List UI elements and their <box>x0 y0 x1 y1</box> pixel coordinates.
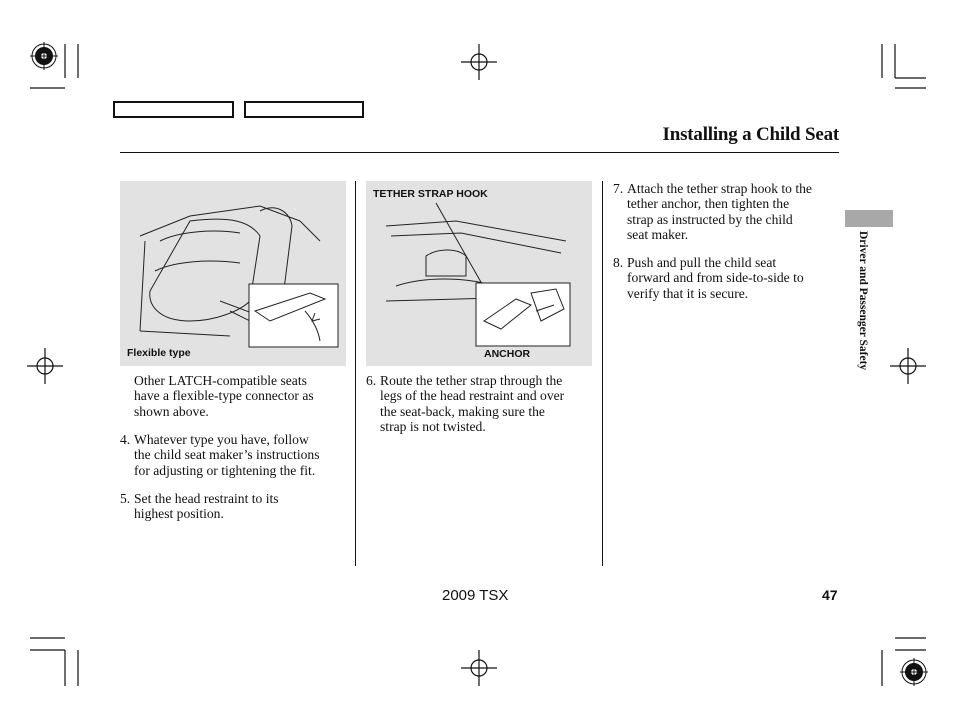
step-number: 6. <box>366 373 377 388</box>
step-number: 8. <box>613 255 624 270</box>
figure-caption: Flexible type <box>127 347 191 359</box>
step-5: 5. Set the head restraint to its highest position. <box>120 491 279 522</box>
nav-button-index[interactable] <box>244 101 364 118</box>
step-8: 8. Push and pull the child seat forward and from side-to-side to verify that it is secure. <box>613 255 804 301</box>
column-divider <box>602 181 603 566</box>
step-7: 7. Attach the tether strap hook to the tether anchor, then tighten the strap as instructed by the child seat maker. <box>613 181 812 242</box>
child-seat-illustration <box>120 181 346 366</box>
section-tab[interactable] <box>845 210 893 227</box>
figure-caption-top: TETHER STRAP HOOK <box>373 188 488 200</box>
nav-button-main-menu[interactable] <box>113 101 234 118</box>
tether-anchor-illustration <box>366 181 592 366</box>
page-title: Installing a Child Seat <box>662 124 839 145</box>
step-4: 4. Whatever type you have, follow the child seat maker’s instructions for adjusting or tightening the fit. <box>120 432 320 478</box>
step-6: 6. Route the tether strap through the legs of the head restraint and over the seat-back, making sure the strap is not twisted. <box>366 373 565 434</box>
section-label: Driver and Passenger Safety <box>857 231 869 371</box>
page-number: 47 <box>822 587 838 603</box>
step-number: 5. <box>120 491 131 506</box>
figure-flexible-latch <box>120 181 346 366</box>
step-number: 7. <box>613 181 624 196</box>
step-number: 4. <box>120 432 131 447</box>
intro-paragraph: Other LATCH-compatible seats have a flexible-type connector as shown above. <box>134 373 314 419</box>
figure-caption-bottom: ANCHOR <box>484 348 531 360</box>
figure-tether-anchor <box>366 181 592 366</box>
footer-model: 2009 TSX <box>442 587 509 604</box>
title-rule <box>120 152 839 153</box>
column-divider <box>355 181 356 566</box>
